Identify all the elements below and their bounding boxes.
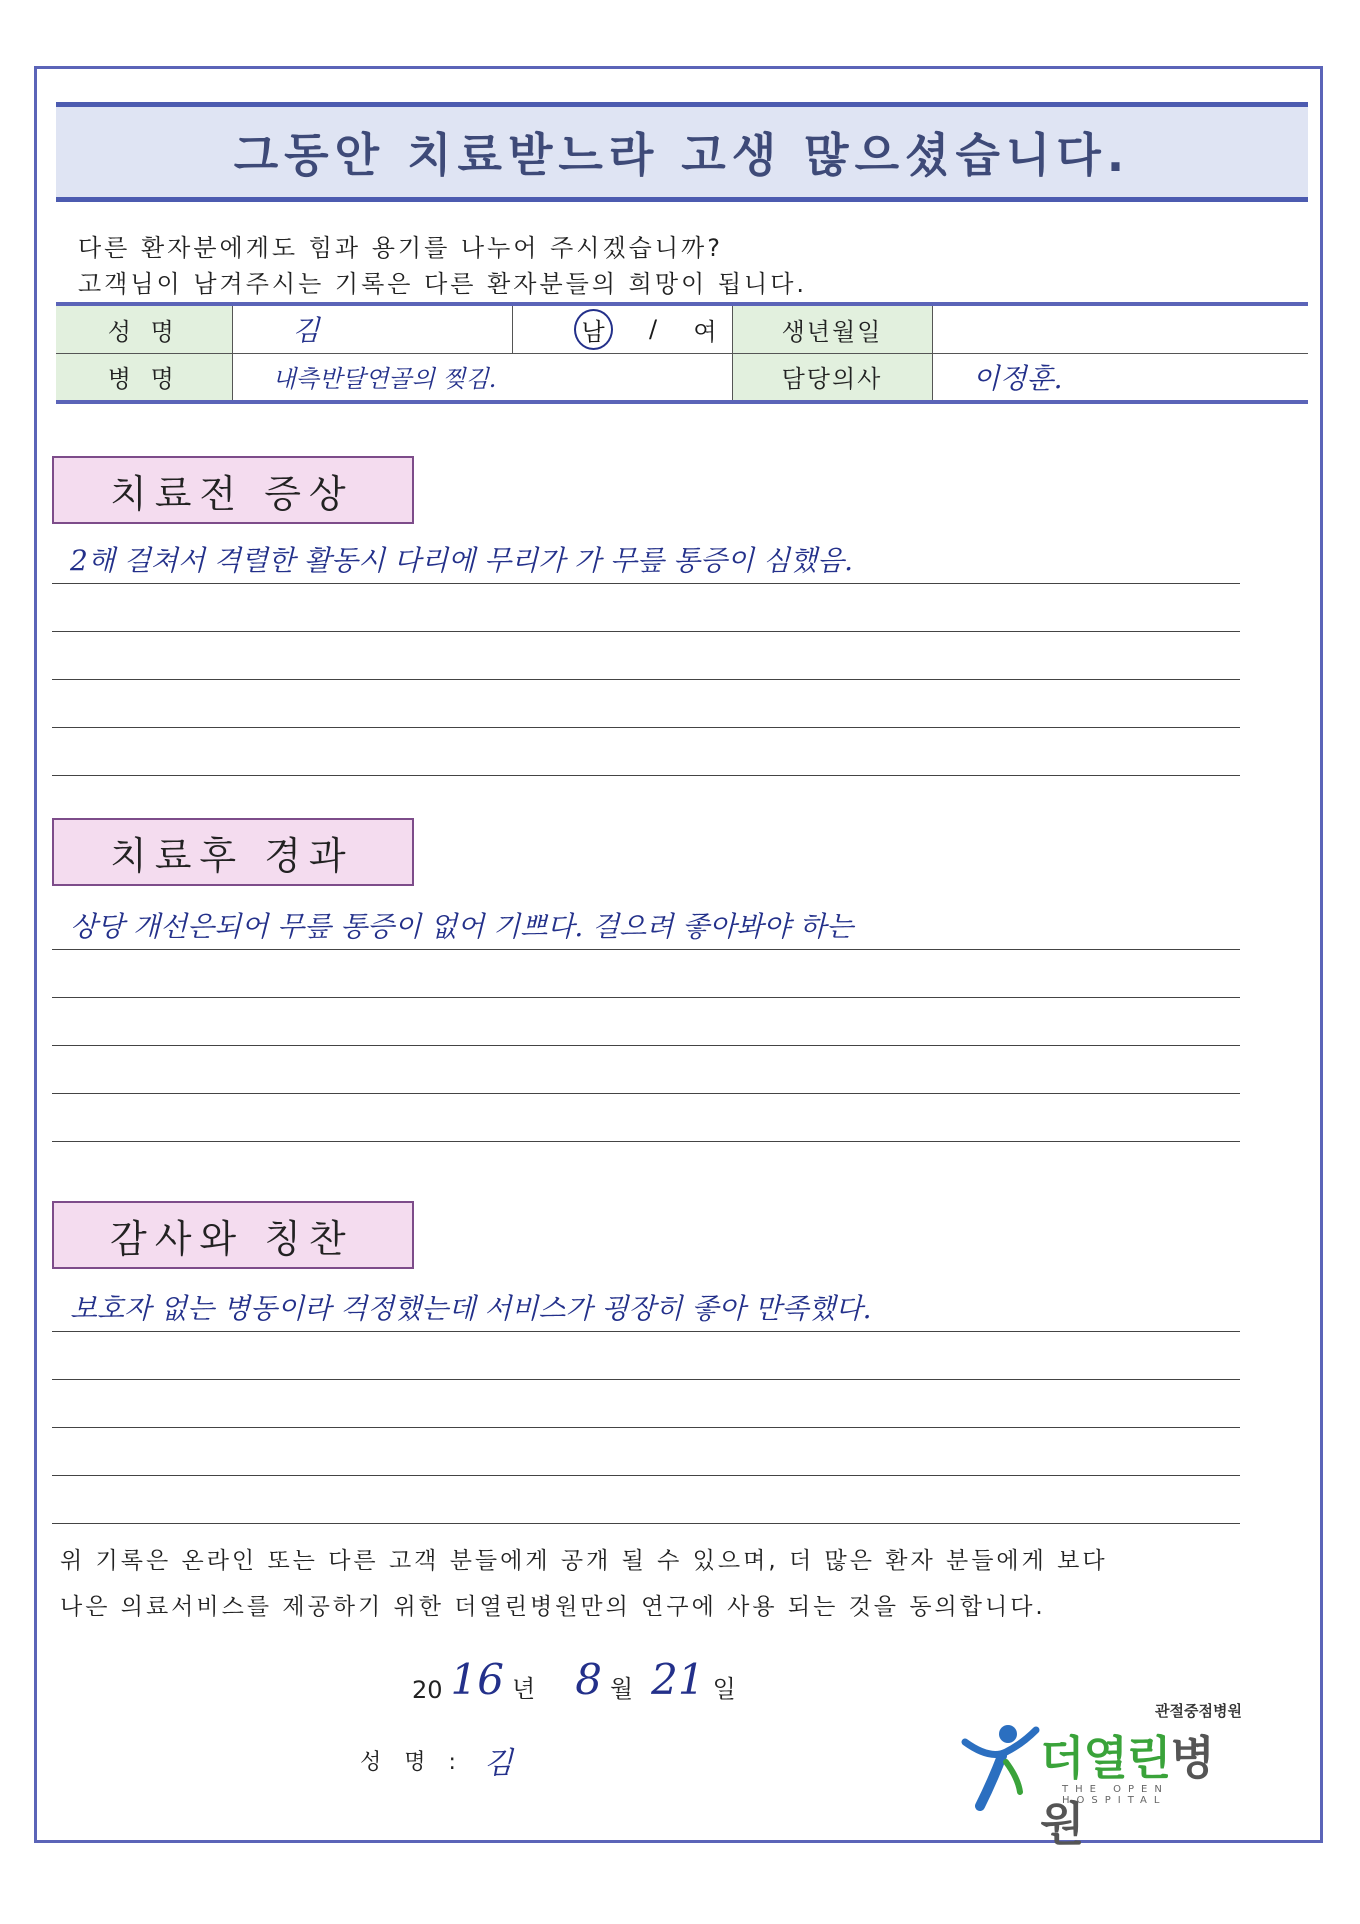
day-value: 21 xyxy=(651,1655,705,1704)
handwritten-thanks: 보호자 없는 병동이라 걱정했는데 서비스가 굉장히 좋아 만족했다. xyxy=(70,1292,872,1325)
intro-line-2: 고객님이 남겨주시는 기록은 다른 환자분들의 희망이 됩니다. xyxy=(78,270,808,298)
handwritten-after: 상당 개선은되어 무릎 통증이 없어 기쁘다. 걸으려 좋아봐야 하는 xyxy=(70,910,854,943)
year-value: 16 xyxy=(450,1655,504,1704)
section-lines-thanks xyxy=(52,1284,1240,1524)
disease-label: 병 명 xyxy=(56,353,232,402)
section-heading-after: 치료후 경과 xyxy=(52,818,414,886)
section-heading-thanks: 감사와 칭찬 xyxy=(52,1201,414,1269)
section-lines-after xyxy=(52,902,1240,1142)
title-banner xyxy=(56,102,1308,202)
handwritten-before: 2해 걸쳐서 격렬한 활동시 다리에 무리가 가 무릎 통증이 심했음. xyxy=(70,544,854,577)
name-value: 김 xyxy=(232,304,512,353)
birth-value xyxy=(932,304,1308,353)
page-title: 그동안 치료받느라 고생 많으셨습니다. xyxy=(233,128,1131,182)
gender-male: 남 xyxy=(574,309,613,350)
section-heading-before: 치료전 증상 xyxy=(52,456,414,524)
gender-female: 여 xyxy=(693,317,717,346)
signature-label: 성 명 : xyxy=(360,1749,464,1775)
patient-info-table xyxy=(56,302,1308,404)
logo-english: THE OPEN HOSPITAL xyxy=(1062,1784,1169,1806)
section-lines-before xyxy=(52,536,1240,776)
month-unit: 월 xyxy=(609,1675,634,1703)
year-prefix: 20 xyxy=(412,1676,443,1704)
name-label: 성 명 xyxy=(56,304,232,353)
consent-line-1: 위 기록은 온라인 또는 다른 고객 분들에게 공개 될 수 있으며, 더 많은 환자 분들에게 보다 xyxy=(60,1548,1108,1574)
intro-line-1: 다른 환자분에게도 힘과 용기를 나누어 주시겠습니까? xyxy=(78,234,723,262)
year-unit: 년 xyxy=(512,1675,536,1703)
day-unit: 일 xyxy=(712,1675,736,1703)
birth-label: 생년월일 xyxy=(732,304,932,353)
gender-field xyxy=(512,304,732,353)
consent-line-2: 나은 의료서비스를 제공하기 위한 더열린병원만의 연구에 사용 되는 것을 동의합니다. xyxy=(60,1594,1046,1620)
date-field xyxy=(412,1655,736,1704)
person-figure-icon xyxy=(960,1722,1040,1812)
signature-value: 김 xyxy=(483,1746,521,1781)
disease-value: 내측반달연골의 찢김. xyxy=(232,353,732,402)
hospital-logo xyxy=(960,1700,1250,1851)
logo-name-part2: 병원 xyxy=(1040,1731,1214,1851)
month-value: 8 xyxy=(575,1655,602,1704)
logo-tagline: 관절중점병원 xyxy=(1155,1702,1242,1720)
doctor-label: 담당의사 xyxy=(732,353,932,402)
signature-field xyxy=(360,1738,521,1782)
logo-name-part1: 더열린 xyxy=(1040,1731,1171,1785)
doctor-value: 이정훈. xyxy=(932,353,1308,402)
gender-separator: / xyxy=(648,315,658,344)
